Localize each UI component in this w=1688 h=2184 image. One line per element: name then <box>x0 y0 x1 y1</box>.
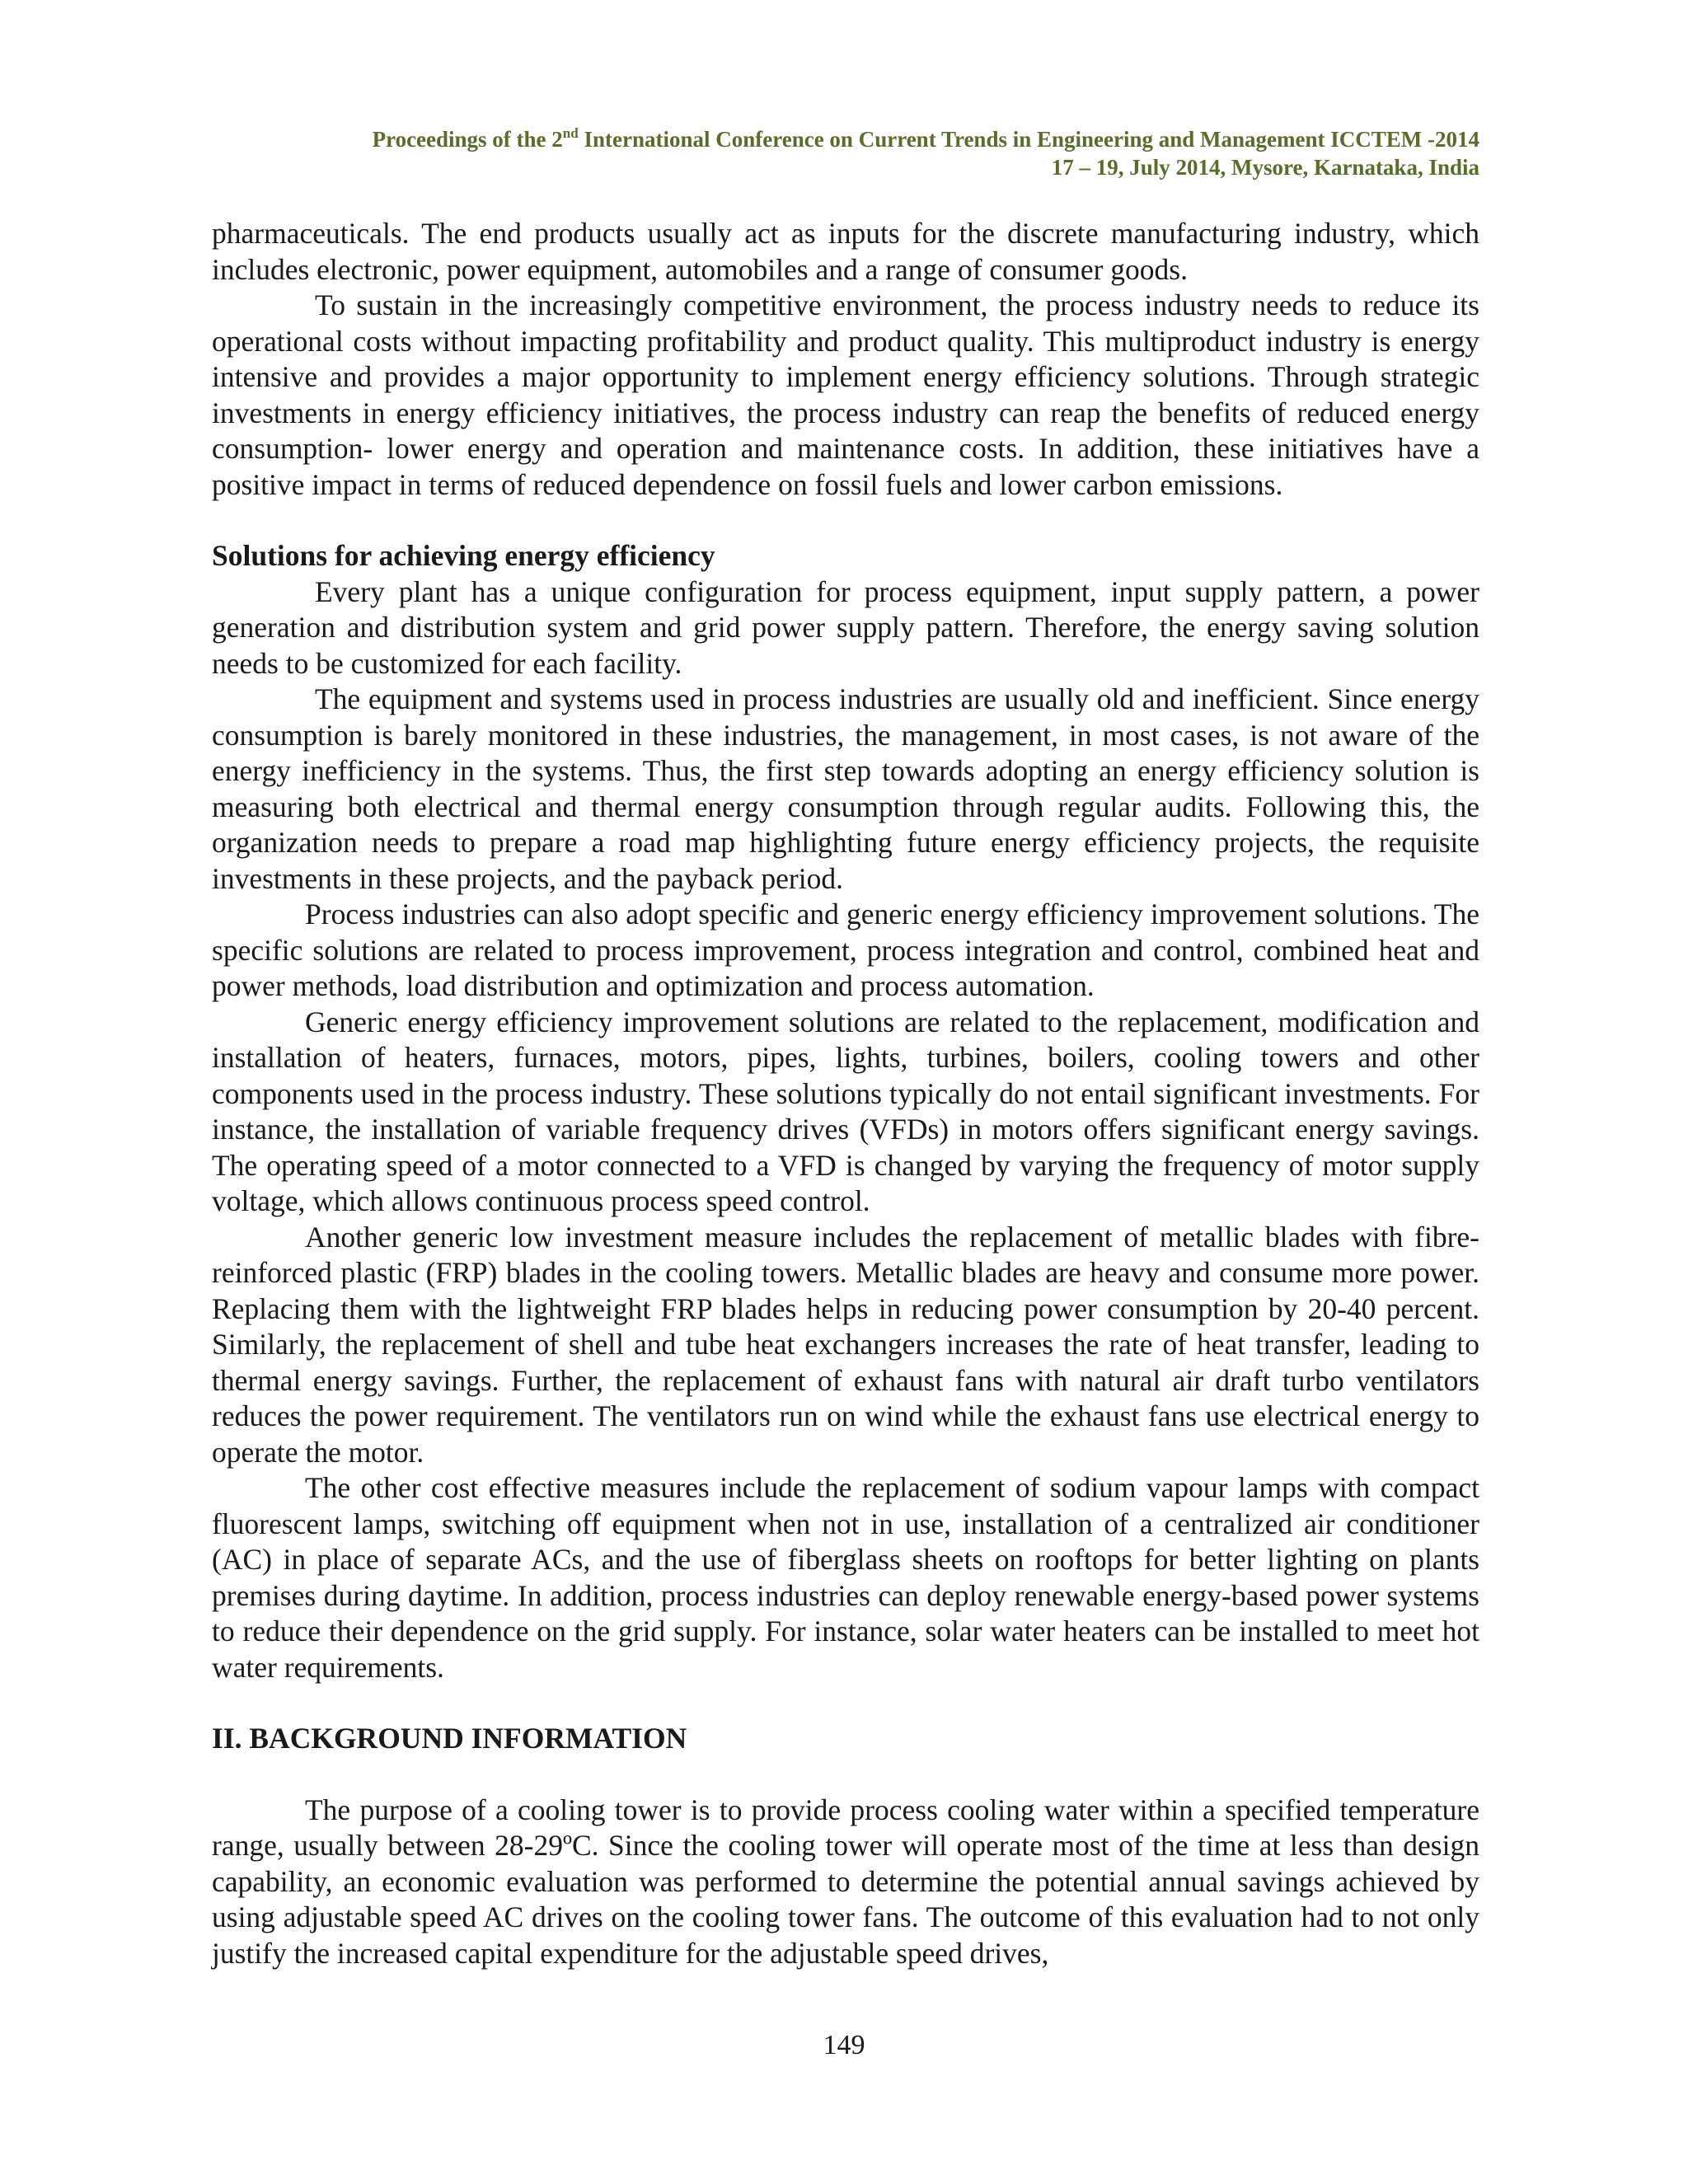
spacer <box>212 1685 1479 1721</box>
running-header <box>161 125 1479 181</box>
body-text <box>212 216 1479 1971</box>
header-line-1 <box>161 125 1479 153</box>
header-line-1-post: International Conference on Current Trends in Engineering and Management ICCTEM -2014 <box>578 127 1479 152</box>
header-line-2: 17 – 19, July 2014, Mysore, Karnataka, India <box>1051 155 1479 180</box>
page-number: 149 <box>823 2030 865 2060</box>
paragraph-1: pharmaceuticals. The end products usually act as inputs for the discrete manufacturing industry, which includes electronic, power equipment, automobiles and a range of consumer goods. <box>212 217 1479 286</box>
spacer <box>212 503 1479 538</box>
paragraph-7: Another generic low investment measure includes the replacement of metallic blades with fibre- reinforced plastic (FRP) blades in the cooling towers. Metallic blades are heavy and consume more power. Replacing them with the lightweight FRP blades helps in reducing power consumption by 20-40 percent. Similarly, the replacement of shell and tube heat exchangers increases the rate of heat transfer, leading to thermal energy savings. Further, the replacement of exhaust fans with natural air draft turbo ventilators reduces the power requirement. The ventilators run on wind while the exhaust fans use electrical energy to operate the motor. <box>212 1220 1479 1469</box>
paragraph-5: Process industries can also adopt specific and generic energy efficiency improvement solutions. The specific solutions are related to process improvement, process integration and control, combined heat and power methods, load distribution and optimization and process automation. <box>212 898 1479 1002</box>
header-line-1-pre: Proceedings of the 2 <box>372 127 563 152</box>
spacer <box>212 1757 1479 1793</box>
header-ordinal-suffix: nd <box>562 125 579 141</box>
paragraph-6: Generic energy efficiency improvement solutions are related to the replacement, modification and installation of heaters, furnaces, motors, pipes, lights, turbines, boilers, cooling towers and other components used in the process industry. These solutions typically do not entail significant investments. For instance, the installation of variable frequency drives (VFDs) in motors offers significant energy savings. The operating speed of a motor connected to a VFD is changed by varying the frequency of motor supply voltage, which allows continuous process speed control. <box>212 1005 1479 1217</box>
paragraph-2: To sustain in the increasingly competitive environment, the process industry needs to reduce its operational costs without impacting profitability and product quality. This multiproduct industry is energy intensive and provides a major opportunity to implement energy efficiency solutions. Through strategic investments in energy efficiency initiatives, the process industry can reap the benefits of reduced energy consumption- lower energy and operation and maintenance costs. In addition, these initiatives have a positive impact in terms of reduced dependence on fossil fuels and lower carbon emissions. <box>212 288 1479 501</box>
section-heading-solutions: Solutions for achieving energy efficiency <box>212 539 715 572</box>
section-heading-background: II. BACKGROUND INFORMATION <box>212 1722 687 1755</box>
paragraph-4: The equipment and systems used in process industries are usually old and inefficient. Since energy consumption is barely monitored in these industries, the management, in most cases, is not aware of the energy inefficiency in the systems. Thus, the first step towards adopting an energy efficiency solution is measuring both electrical and thermal energy consumption through regular audits. Following this, the organization needs to prepare a road map highlighting future energy efficiency projects, the requisite investments in these projects, and the payback period. <box>212 682 1479 895</box>
paragraph-8: The other cost effective measures include the replacement of sodium vapour lamps with compact fluorescent lamps, switching off equipment when not in use, installation of a centralized air conditioner (AC) in place of separate ACs, and the use of fiberglass sheets on rooftops for better lighting on plants premises during daytime. In addition, process industries can deploy renewable energy-based power systems to reduce their dependence on the grid supply. For instance, solar water heaters can be installed to meet hot water requirements. <box>212 1471 1479 1684</box>
paragraph-3: Every plant has a unique configuration for process equipment, input supply pattern, a power generation and distribution system and grid power supply pattern. Therefore, the energy saving solution needs to be customized for each facility. <box>212 574 1479 680</box>
paragraph-9: The purpose of a cooling tower is to provide process cooling water within a specified temperature range, usually between 28-29ºC. Since the cooling tower will operate most of the time at less than design capability, an economic evaluation was performed to determine the potential annual savings achieved by using adjustable speed AC drives on the cooling tower fans. The outcome of this evaluation had to not only justify the increased capital expenditure for the adjustable speed drives, <box>212 1793 1479 1970</box>
